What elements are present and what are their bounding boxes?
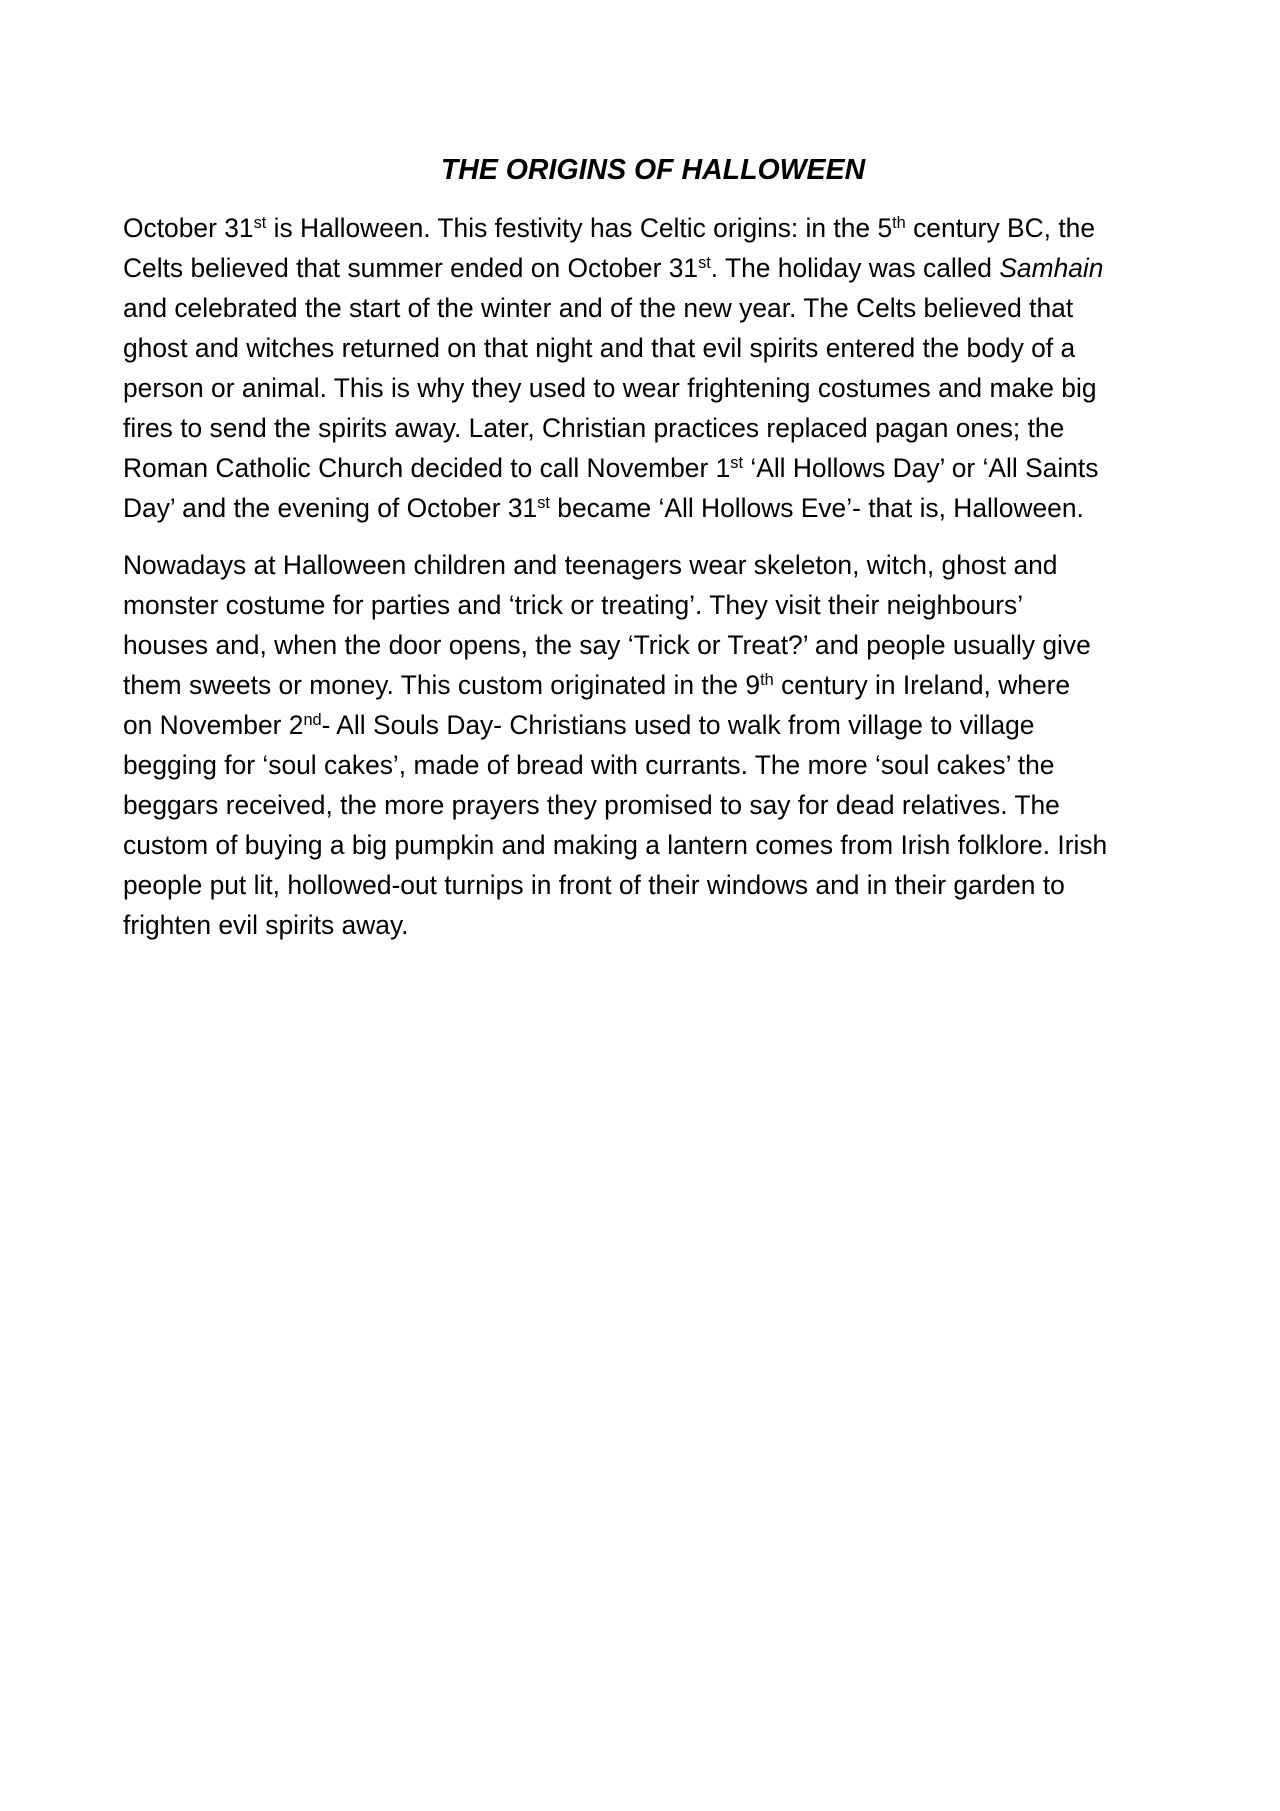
samhain-term: Samhain — [999, 253, 1104, 283]
text-line: Roman Catholic Church decided to call November 1st ‘All Hollows Day’ or ‘All Saints — [123, 453, 1099, 483]
text-line: October 31st is Halloween. This festivity has Celtic origins: in the 5th century BC, the — [123, 213, 1096, 243]
paragraph-modern-customs — [123, 545, 1183, 945]
text-line: frighten evil spirits away. — [123, 910, 409, 940]
text-line: Day’ and the evening of October 31st became ‘All Hollows Eve’- that is, Halloween. — [123, 493, 1084, 523]
text-line: on November 2nd- All Souls Day- Christians used to walk from village to village — [123, 710, 1035, 740]
text-line: begging for ‘soul cakes’, made of bread with currants. The more ‘soul cakes’ the — [123, 750, 1055, 780]
document-title: THE ORIGINS OF HALLOWEEN — [440, 154, 866, 186]
document-page — [123, 150, 1183, 962]
paragraph-origins — [123, 208, 1183, 528]
text-line: Celts believed that summer ended on October 31st. The holiday was called Samhain — [123, 253, 1104, 283]
text-line: them sweets or money. This custom originated in the 9th century in Ireland, where — [123, 670, 1071, 700]
text-line: Nowadays at Halloween children and teenagers wear skeleton, witch, ghost and — [123, 550, 1058, 580]
text-line: fires to send the spirits away. Later, Christian practices replaced pagan ones; the — [123, 413, 1065, 443]
text-line: monster costume for parties and ‘trick or treating’. They visit their neighbours’ — [123, 590, 1024, 620]
text-line: ghost and witches returned on that night and that evil spirits entered the body of a — [123, 333, 1076, 363]
text-line: people put lit, hollowed-out turnips in front of their windows and in their garden to — [123, 870, 1065, 900]
text-line: person or animal. This is why they used to wear frightening costumes and make big — [123, 373, 1097, 403]
text-line: houses and, when the door opens, the say ‘Trick or Treat?’ and people usually give — [123, 630, 1091, 660]
text-line: custom of buying a big pumpkin and making a lantern comes from Irish folklore. Irish — [123, 830, 1108, 860]
text-line: and celebrated the start of the winter and of the new year. The Celts believed that — [123, 293, 1074, 323]
text-line: beggars received, the more prayers they promised to say for dead relatives. The — [123, 790, 1060, 820]
